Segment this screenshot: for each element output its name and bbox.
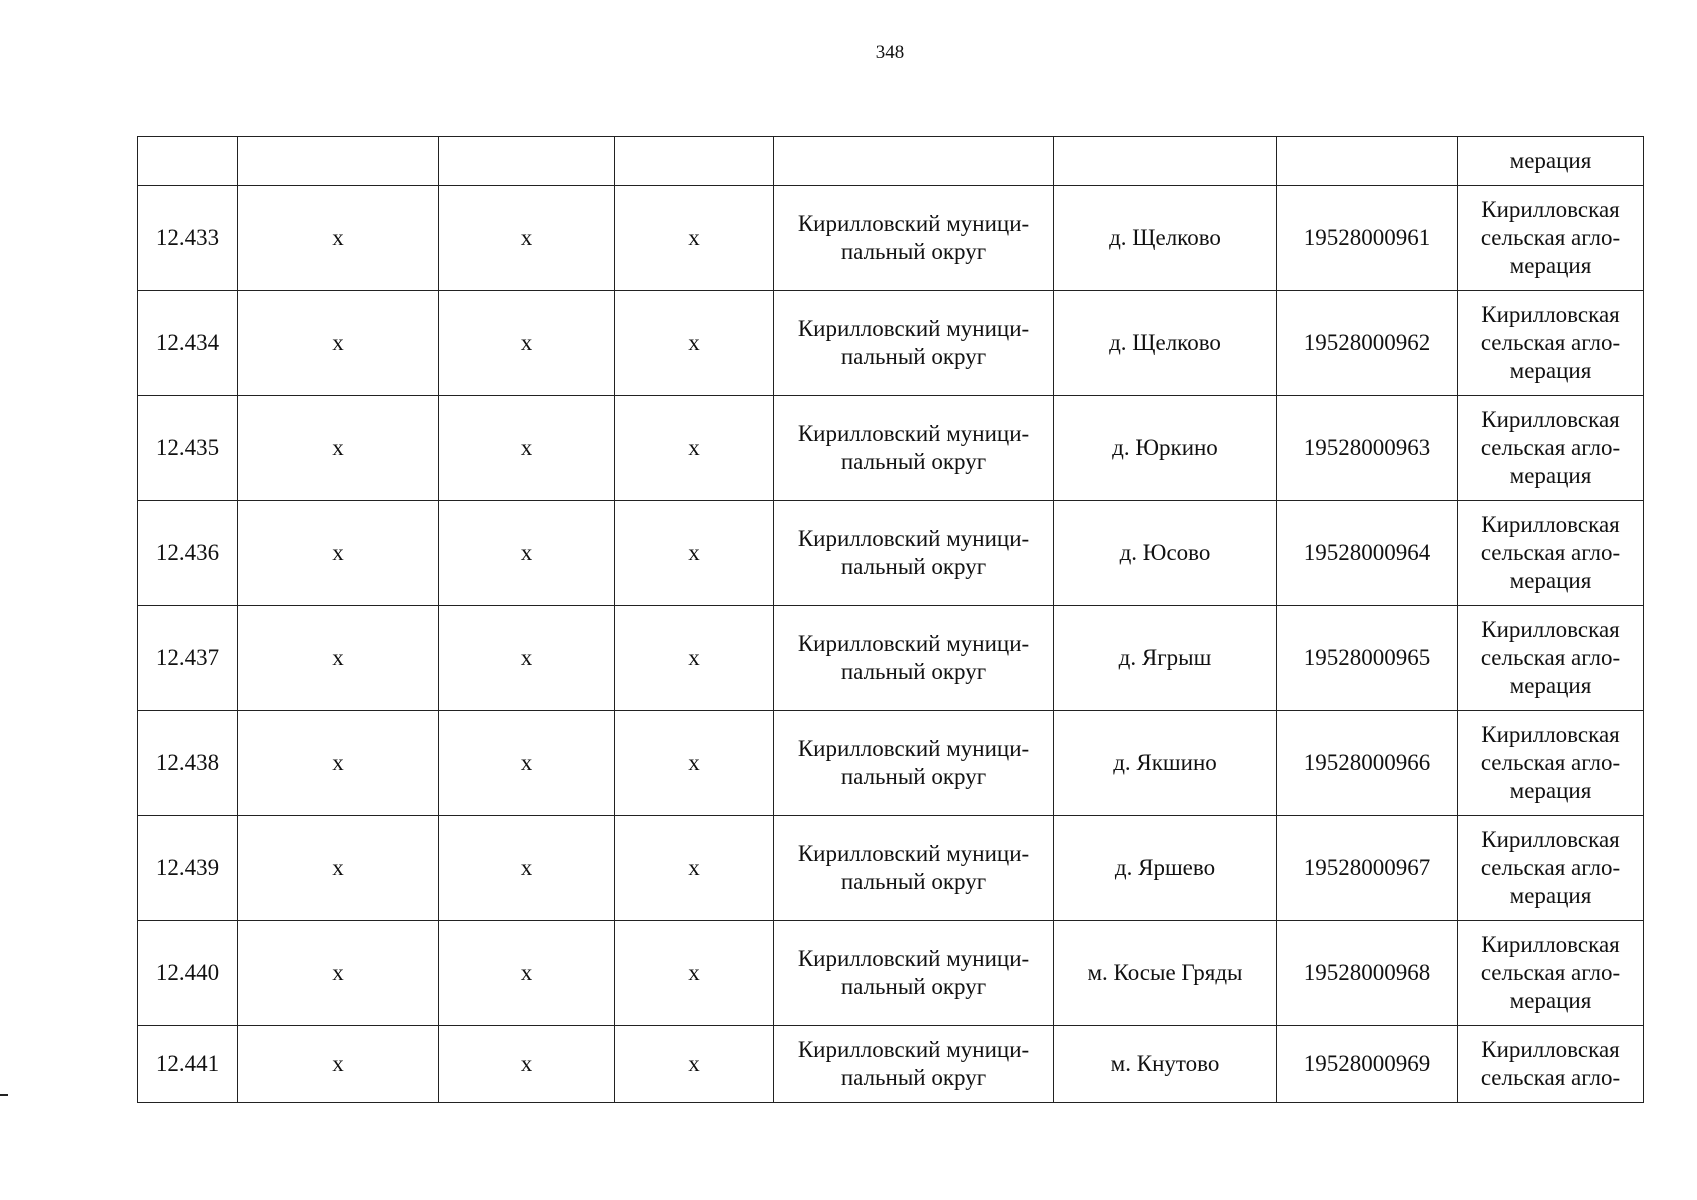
agglomeration-line: Кирилловская	[1481, 197, 1620, 222]
table-cell: х	[439, 606, 615, 711]
agglomeration-line: Кирилловская	[1481, 407, 1620, 432]
table-cell	[615, 137, 774, 186]
table-cell: х	[238, 291, 439, 396]
settlement-cell: д. Ягрыш	[1054, 606, 1277, 711]
agglomeration-line: мерация	[1509, 358, 1592, 383]
agglomeration-line: сельская агло-	[1480, 225, 1621, 250]
table-cell	[238, 137, 439, 186]
agglomeration-line: Кирилловская	[1481, 827, 1620, 852]
code-cell: 19528000962	[1277, 291, 1458, 396]
continuation-row	[138, 137, 1644, 186]
table-cell: х	[439, 291, 615, 396]
table-cell: х	[238, 711, 439, 816]
table-row	[138, 1026, 1644, 1103]
district-cell	[774, 711, 1054, 816]
settlement-cell: д. Яршево	[1054, 816, 1277, 921]
district-cell	[774, 501, 1054, 606]
code-cell: 19528000966	[1277, 711, 1458, 816]
table-cell: х	[238, 816, 439, 921]
table-cell	[1277, 137, 1458, 186]
table-cell: х	[615, 291, 774, 396]
table-cell: х	[615, 1026, 774, 1103]
agglomeration-cell	[1458, 816, 1644, 921]
row-number: 12.439	[138, 816, 238, 921]
table-cell: х	[439, 501, 615, 606]
code-cell: 19528000968	[1277, 921, 1458, 1026]
district-line: Кирилловский муници-	[797, 211, 1030, 236]
table-row	[138, 501, 1644, 606]
table-cell: х	[439, 1026, 615, 1103]
code-cell: 19528000963	[1277, 396, 1458, 501]
district-line: Кирилловский муници-	[797, 841, 1030, 866]
agglomeration-cell	[1458, 711, 1644, 816]
district-cell	[774, 1026, 1054, 1103]
table-cell	[774, 137, 1054, 186]
district-line: Кирилловский муници-	[797, 1037, 1030, 1062]
agglomeration-line: сельская агло-	[1480, 750, 1621, 775]
agglomeration-cell	[1458, 501, 1644, 606]
table-cell: х	[615, 711, 774, 816]
code-cell: 19528000967	[1277, 816, 1458, 921]
table-cell	[1054, 137, 1277, 186]
agglomeration-line: мерация	[1509, 568, 1592, 593]
district-line: пальный округ	[840, 554, 987, 579]
table-cell: х	[238, 396, 439, 501]
district-cell	[774, 921, 1054, 1026]
district-cell	[774, 396, 1054, 501]
table-cell: х	[439, 921, 615, 1026]
agglomeration-line: мерация	[1509, 883, 1592, 908]
table-row	[138, 291, 1644, 396]
agglomeration-line: Кирилловская	[1481, 512, 1620, 537]
table-cell: х	[615, 501, 774, 606]
table-cell: х	[238, 921, 439, 1026]
agglomeration-line: сельская агло-	[1480, 645, 1621, 670]
agglomeration-line: Кирилловская	[1481, 1037, 1620, 1062]
table-row	[138, 396, 1644, 501]
settlement-cell: д. Щелково	[1054, 186, 1277, 291]
table-cell: х	[615, 396, 774, 501]
district-cell	[774, 291, 1054, 396]
table-cell: х	[615, 186, 774, 291]
district-cell	[774, 606, 1054, 711]
code-cell: 19528000969	[1277, 1026, 1458, 1103]
agglomeration-cell	[1458, 396, 1644, 501]
table-cell: х	[615, 816, 774, 921]
table-cell: х	[238, 186, 439, 291]
margin-mark	[0, 1094, 8, 1096]
settlement-cell: д. Якшино	[1054, 711, 1277, 816]
table-cell: х	[439, 396, 615, 501]
district-line: Кирилловский муници-	[797, 526, 1030, 551]
agglomeration-line: мерация	[1509, 253, 1592, 278]
district-line: Кирилловский муници-	[797, 316, 1030, 341]
district-line: пальный округ	[840, 1065, 987, 1090]
table-row	[138, 921, 1644, 1026]
district-line: пальный округ	[840, 764, 987, 789]
table-cell: х	[439, 816, 615, 921]
table-row	[138, 816, 1644, 921]
agglomeration-line: сельская агло-	[1480, 435, 1621, 460]
agglomeration-cell: мерация	[1458, 137, 1644, 186]
agglomeration-line: сельская агло-	[1480, 960, 1621, 985]
agglomeration-line: Кирилловская	[1481, 722, 1620, 747]
agglomeration-line: сельская агло-	[1480, 540, 1621, 565]
table-cell	[138, 137, 238, 186]
agglomeration-cell	[1458, 606, 1644, 711]
code-cell: 19528000964	[1277, 501, 1458, 606]
agglomeration-line: мерация	[1509, 988, 1592, 1013]
row-number: 12.436	[138, 501, 238, 606]
agglomeration-line: Кирилловская	[1481, 302, 1620, 327]
agglomeration-cell	[1458, 921, 1644, 1026]
page-number: 348	[875, 42, 905, 63]
row-number: 12.435	[138, 396, 238, 501]
table-cell: х	[439, 711, 615, 816]
district-line: Кирилловский муници-	[797, 421, 1030, 446]
agglomeration-line: мерация	[1509, 673, 1592, 698]
agglomeration-cell	[1458, 1026, 1644, 1103]
row-number: 12.434	[138, 291, 238, 396]
table-cell: х	[238, 606, 439, 711]
district-line: пальный округ	[840, 974, 987, 999]
district-line: Кирилловский муници-	[797, 736, 1030, 761]
table-cell: х	[238, 1026, 439, 1103]
district-line: Кирилловский муници-	[797, 946, 1030, 971]
settlement-cell: д. Юркино	[1054, 396, 1277, 501]
agglomeration-line: мерация	[1509, 778, 1592, 803]
district-cell	[774, 816, 1054, 921]
settlement-cell: м. Косые Гряды	[1054, 921, 1277, 1026]
settlement-cell: м. Кнутово	[1054, 1026, 1277, 1103]
code-cell: 19528000961	[1277, 186, 1458, 291]
district-cell	[774, 186, 1054, 291]
settlement-cell: д. Щелково	[1054, 291, 1277, 396]
table-row	[138, 606, 1644, 711]
table-cell: х	[615, 921, 774, 1026]
settlement-cell: д. Юсово	[1054, 501, 1277, 606]
table-row	[138, 711, 1644, 816]
district-line: пальный округ	[840, 869, 987, 894]
district-line: пальный округ	[840, 449, 987, 474]
table-cell: х	[615, 606, 774, 711]
row-number: 12.433	[138, 186, 238, 291]
agglomeration-line: Кирилловская	[1481, 932, 1620, 957]
row-number: 12.440	[138, 921, 238, 1026]
row-number: 12.441	[138, 1026, 238, 1103]
table-cell: х	[439, 186, 615, 291]
agglomeration-line: сельская агло-	[1480, 330, 1621, 355]
code-cell: 19528000965	[1277, 606, 1458, 711]
agglomeration-line: мерация	[1509, 463, 1592, 488]
agglomeration-line: сельская агло-	[1480, 1065, 1621, 1090]
table-cell: х	[238, 501, 439, 606]
register-table	[137, 136, 1644, 1103]
row-number: 12.437	[138, 606, 238, 711]
district-line: пальный округ	[840, 344, 987, 369]
district-line: пальный округ	[840, 239, 987, 264]
agglomeration-cell	[1458, 186, 1644, 291]
table-cell	[439, 137, 615, 186]
district-line: пальный округ	[840, 659, 987, 684]
agglomeration-line: сельская агло-	[1480, 855, 1621, 880]
row-number: 12.438	[138, 711, 238, 816]
table-row	[138, 186, 1644, 291]
district-line: Кирилловский муници-	[797, 631, 1030, 656]
agglomeration-cell	[1458, 291, 1644, 396]
agglomeration-line: Кирилловская	[1481, 617, 1620, 642]
